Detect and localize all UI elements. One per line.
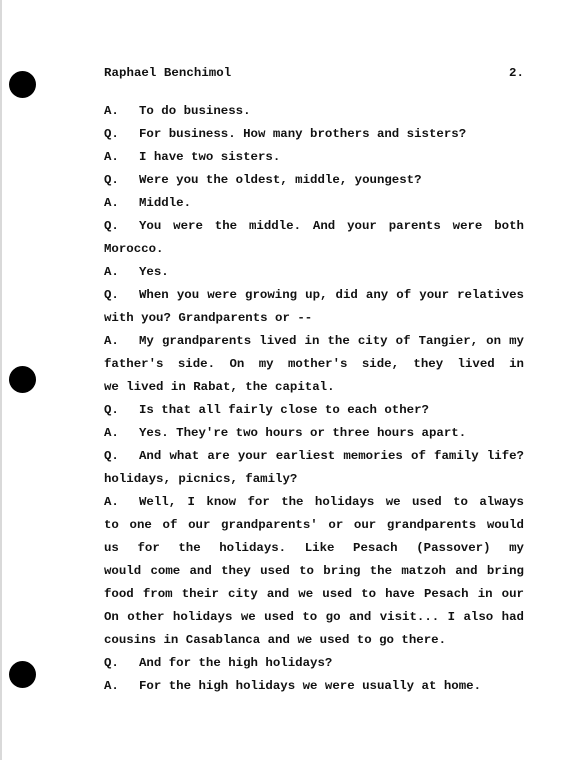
transcript-line — [104, 100, 524, 123]
line-text: My grandparents lived in the city of Tangier, on my — [139, 334, 524, 348]
line-text: And for the high holidays? — [139, 656, 333, 670]
speaker-label: Q. — [104, 173, 119, 187]
transcript-line — [104, 468, 524, 491]
speaker-label: A. — [104, 679, 119, 693]
line-text: Were you the oldest, middle, youngest? — [139, 173, 422, 187]
interviewee-name: Raphael Benchimol — [104, 66, 232, 80]
transcript-line — [104, 445, 524, 468]
line-text: we lived in Rabat, the capital. — [104, 380, 335, 394]
transcript-line — [104, 215, 524, 238]
speaker-label: Q. — [104, 403, 119, 417]
transcript-line — [104, 192, 524, 215]
line-text: I have two sisters. — [139, 150, 281, 164]
line-text: To do business. — [139, 104, 251, 118]
line-text: Is that all fairly close to each other? — [139, 403, 429, 417]
line-text: For business. How many brothers and sisters? — [139, 127, 467, 141]
transcript-line — [104, 330, 524, 353]
transcript-line — [104, 261, 524, 284]
line-text: us for the holidays. Like Pesach (Passover) my — [104, 541, 524, 555]
line-text: On other holidays we used to go and visit... I also had — [104, 610, 524, 624]
line-text: would come and they used to bring the matzoh and bring — [104, 564, 524, 578]
speaker-label: A. — [104, 334, 119, 348]
line-text: father's side. On my mother's side, they lived in — [104, 357, 524, 371]
speaker-label: A. — [104, 104, 119, 118]
transcript-line — [104, 376, 524, 399]
binder-hole — [9, 71, 36, 98]
transcript-line — [104, 353, 524, 376]
transcript-line — [104, 560, 524, 583]
transcript-line — [104, 238, 524, 261]
speaker-label: Q. — [104, 288, 119, 302]
line-text: Morocco. — [104, 242, 164, 256]
line-text: For the high holidays we were usually at home. — [139, 679, 482, 693]
transcript-line — [104, 537, 524, 560]
transcript-line — [104, 606, 524, 629]
line-text: You were the middle. And your parents were both — [139, 219, 524, 233]
page-edge — [0, 0, 2, 760]
speaker-label: Q. — [104, 127, 119, 141]
transcript-line — [104, 422, 524, 445]
line-text: holidays, picnics, family? — [104, 472, 298, 486]
transcript-line — [104, 675, 524, 698]
line-text: Middle. — [139, 196, 192, 210]
line-text: And what are your earliest memories of family life? — [139, 449, 524, 463]
transcript-line — [104, 652, 524, 675]
page-header — [104, 66, 524, 80]
transcript-line — [104, 307, 524, 330]
transcript-line — [104, 146, 524, 169]
speaker-label: Q. — [104, 449, 119, 463]
transcript-line — [104, 399, 524, 422]
line-text: cousins in Casablanca and we used to go there. — [104, 633, 447, 647]
page-number: 2. — [509, 66, 524, 80]
speaker-label: A. — [104, 150, 119, 164]
speaker-label: A. — [104, 426, 119, 440]
line-text: Yes. — [139, 265, 169, 279]
line-text: When you were growing up, did any of your relatives — [139, 288, 524, 302]
transcript-line — [104, 169, 524, 192]
speaker-label: A. — [104, 265, 119, 279]
binder-hole — [9, 661, 36, 688]
line-text: Yes. They're two hours or three hours apart. — [139, 426, 467, 440]
speaker-label: A. — [104, 495, 119, 509]
transcript-line — [104, 629, 524, 652]
transcript-line — [104, 583, 524, 606]
speaker-label: A. — [104, 196, 119, 210]
line-text: to one of our grandparents' or our grandparents would — [104, 518, 524, 532]
line-text: food from their city and we used to have Pesach in our — [104, 587, 524, 601]
line-text: Well, I know for the holidays we used to always — [139, 495, 524, 509]
transcript-line — [104, 123, 524, 146]
line-text: with you? Grandparents or -- — [104, 311, 313, 325]
transcript-body — [104, 100, 524, 698]
binder-hole — [9, 366, 36, 393]
speaker-label: Q. — [104, 656, 119, 670]
transcript-line — [104, 491, 524, 514]
speaker-label: Q. — [104, 219, 119, 233]
transcript-line — [104, 284, 524, 307]
transcript-line — [104, 514, 524, 537]
